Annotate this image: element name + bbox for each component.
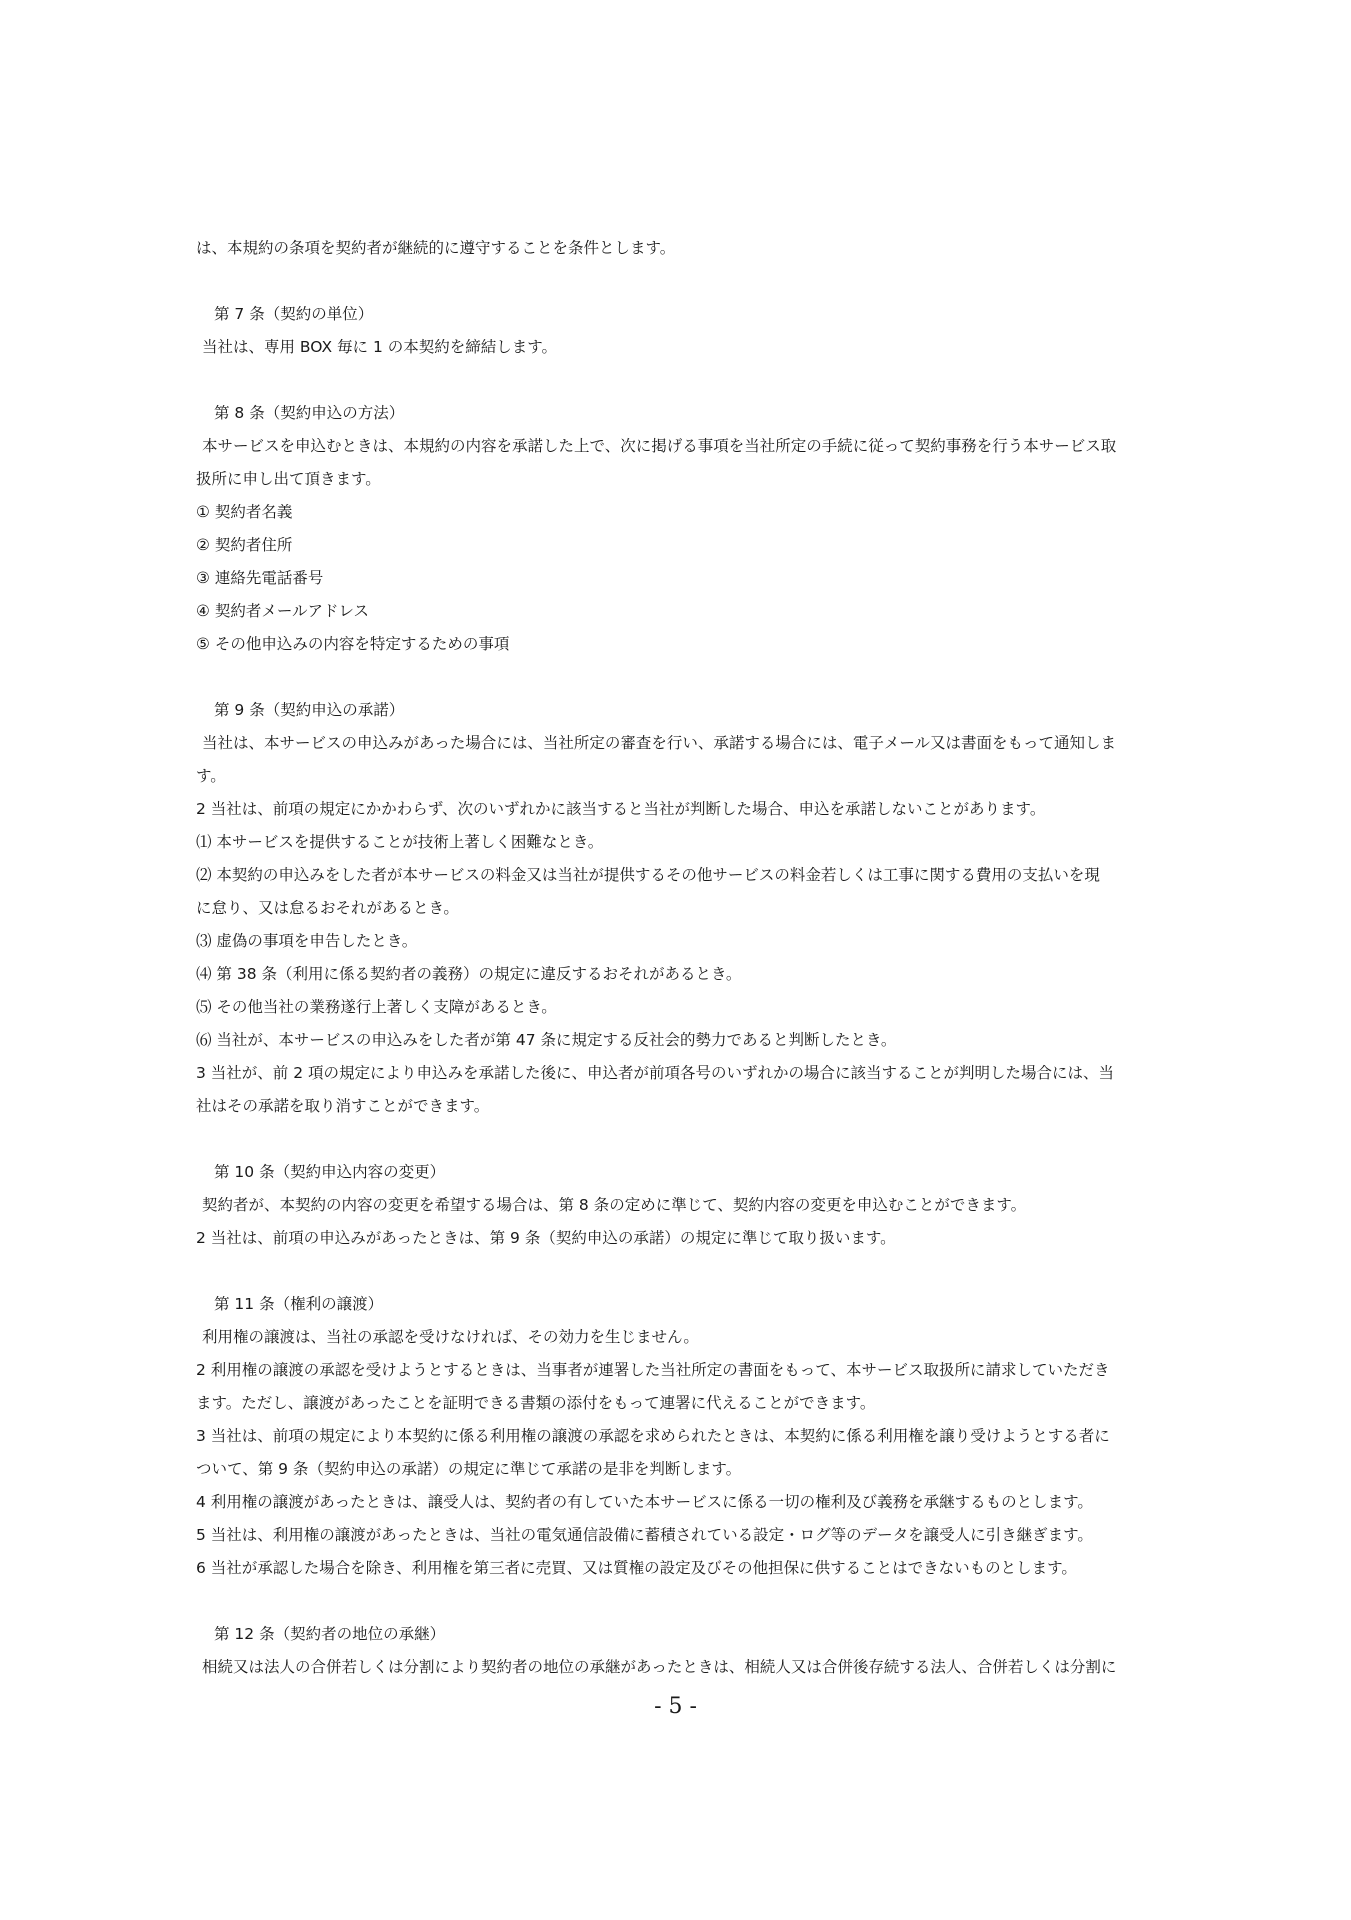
article-heading: 第 12 条（契約者の地位の承継） bbox=[214, 1625, 446, 1643]
blank-line bbox=[196, 1255, 1171, 1288]
text-line: 2 当社は、前項の規定にかかわらず、次のいずれかに該当すると当社が判断した場合、申込を承諾しないことがあります。 bbox=[196, 800, 1046, 818]
text-line: ⑵ 本契約の申込みをした者が本サービスの料金又は当社が提供するその他サービスの料金若しくは工事に関する費用の支払いを現 bbox=[196, 866, 1100, 884]
text-line: ⑷ 第 38 条（利用に係る契約者の義務）の規定に違反するおそれがあるとき。 bbox=[196, 965, 742, 983]
text-line: ⑹ 当社が、本サービスの申込みをした者が第 47 条に規定する反社会的勢力であると判断したとき。 bbox=[196, 1031, 897, 1049]
article-heading: 第 9 条（契約申込の承諾） bbox=[214, 701, 405, 719]
text-line: は、本規約の条項を契約者が継続的に遵守することを条件とします。 bbox=[196, 239, 676, 257]
blank-line bbox=[196, 364, 1171, 397]
text-line: 当社は、専用 BOX 毎に 1 の本契約を締結します。 bbox=[202, 338, 558, 356]
text-line: ① 契約者名義 bbox=[196, 503, 293, 521]
page-number: - 5 - bbox=[654, 1694, 697, 1719]
text-line: ⑴ 本サービスを提供することが技術上著しく困難なとき。 bbox=[196, 833, 604, 851]
text-line: す。 bbox=[196, 767, 226, 785]
article-heading: 第 7 条（契約の単位） bbox=[214, 305, 374, 323]
text-line: ⑸ その他当社の業務遂行上著しく支障があるとき。 bbox=[196, 998, 557, 1016]
blank-line bbox=[196, 1585, 1171, 1618]
text-line: 契約者が、本契約の内容の変更を希望する場合は、第 8 条の定めに準じて、契約内容の変更を申込むことができます。 bbox=[202, 1196, 1027, 1214]
text-line: 当社は、本サービスの申込みがあった場合には、当社所定の審査を行い、承諾する場合には、電子メール又は書面をもって通知しま bbox=[202, 734, 1117, 752]
blank-line bbox=[196, 1123, 1171, 1156]
text-line: 4 利用権の譲渡があったときは、譲受人は、契約者の有していた本サービスに係る一切の権利及び義務を承継するものとします。 bbox=[196, 1493, 1093, 1511]
blank-line bbox=[196, 661, 1171, 694]
text-line: 2 利用権の譲渡の承認を受けようとするときは、当事者が連署した当社所定の書面をもって、本サービス取扱所に請求していただき bbox=[196, 1361, 1110, 1379]
text-line: 5 当社は、利用権の譲渡があったときは、当社の電気通信設備に蓄積されている設定・ログ等のデータを譲受人に引き継ぎます。 bbox=[196, 1526, 1093, 1544]
text-line: 相続又は法人の合併若しくは分割により契約者の地位の承継があったときは、相続人又は合併後存続する法人、合併若しくは分割に bbox=[202, 1658, 1117, 1676]
article-heading: 第 10 条（契約申込内容の変更） bbox=[214, 1163, 446, 1181]
text-line: に怠り、又は怠るおそれがあるとき。 bbox=[196, 899, 459, 917]
blank-line bbox=[196, 265, 1171, 298]
text-line: 6 当社が承認した場合を除き、利用権を第三者に売買、又は質権の設定及びその他担保に供することはできないものとします。 bbox=[196, 1559, 1077, 1577]
text-line: ⑤ その他申込みの内容を特定するための事項 bbox=[196, 635, 510, 653]
text-line: ④ 契約者メールアドレス bbox=[196, 602, 370, 620]
article-heading: 第 11 条（権利の譲渡） bbox=[214, 1295, 384, 1313]
document-body bbox=[196, 232, 1171, 1684]
text-line: ついて、第 9 条（契約申込の承諾）の規定に準じて承諾の是非を判断します。 bbox=[196, 1460, 742, 1478]
text-line: 利用権の譲渡は、当社の承認を受けなければ、その効力を生じません。 bbox=[202, 1328, 699, 1346]
text-line: 社はその承諾を取り消すことができます。 bbox=[196, 1097, 490, 1115]
text-line: ⑶ 虚偽の事項を申告したとき。 bbox=[196, 932, 418, 950]
text-line: 2 当社は、前項の申込みがあったときは、第 9 条（契約申込の承諾）の規定に準じて取り扱います。 bbox=[196, 1229, 896, 1247]
text-line: 3 当社が、前 2 項の規定により申込みを承諾した後に、申込者が前項各号のいずれかの場合に該当することが判明した場合には、当 bbox=[196, 1064, 1115, 1082]
text-line: 本サービスを申込むときは、本規約の内容を承諾した上で、次に掲げる事項を当社所定の手続に従って契約事務を行う本サービス取 bbox=[202, 437, 1117, 455]
text-line: ③ 連絡先電話番号 bbox=[196, 569, 324, 587]
article-heading: 第 8 条（契約申込の方法） bbox=[214, 404, 405, 422]
text-line: ます。ただし、譲渡があったことを証明できる書類の添付をもって連署に代えることができます。 bbox=[196, 1394, 876, 1412]
text-line: ② 契約者住所 bbox=[196, 536, 293, 554]
text-line: 扱所に申し出て頂きます。 bbox=[196, 470, 381, 488]
text-line: 3 当社は、前項の規定により本契約に係る利用権の譲渡の承認を求められたときは、本契約に係る利用権を譲り受けようとする者に bbox=[196, 1427, 1110, 1445]
